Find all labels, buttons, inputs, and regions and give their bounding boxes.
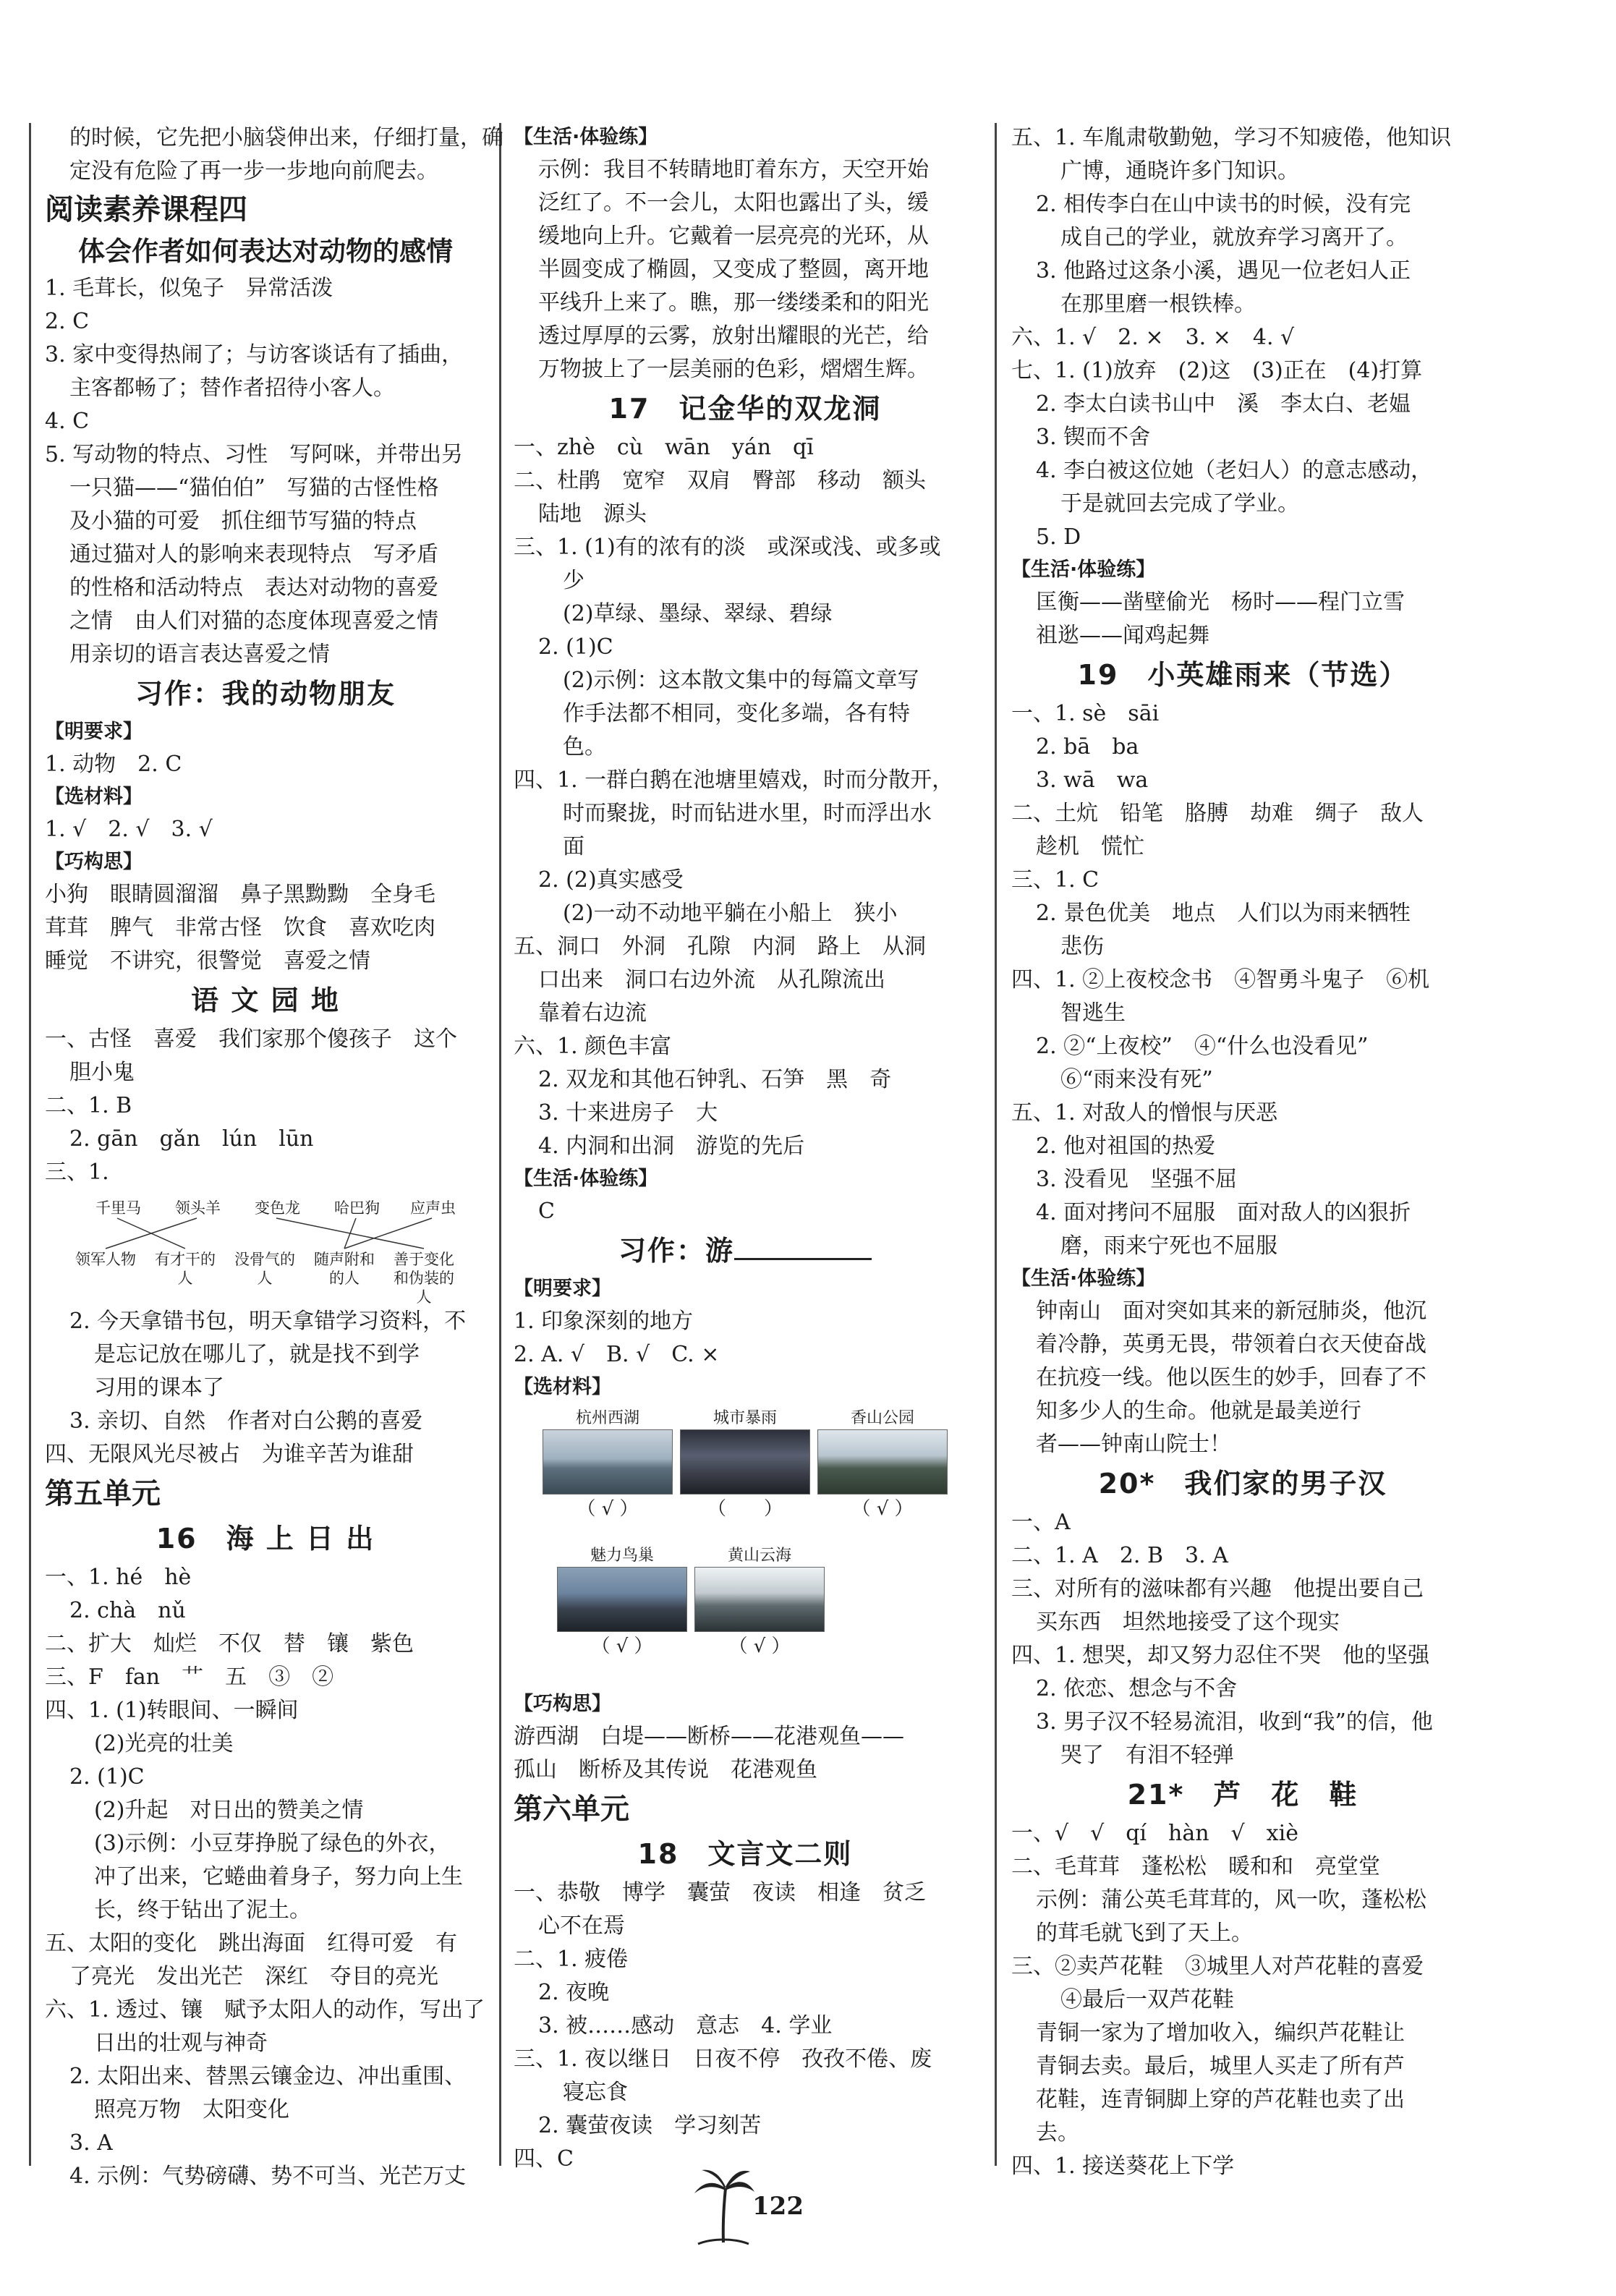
answer-line: 1. 印象深刻的地方: [514, 1309, 694, 1334]
answer-line: 通过猫对人的影响来表现特点 写矛盾: [69, 542, 438, 567]
answer-line: 2. (2)真实感受: [538, 867, 684, 893]
bracket-tag: 【选材料】: [514, 1376, 611, 1398]
answer-line: 3. 被……感动 意志 4. 学业: [538, 2013, 833, 2038]
answer-line: ④最后一双芦花鞋: [1060, 1987, 1234, 2012]
answer-line: 长，终于钻出了泥土。: [94, 1897, 311, 1923]
match-meaning: 领军人物: [75, 1251, 136, 1268]
answer-line: 睡觉 不讲究，很警觉 喜爱之情: [45, 948, 370, 974]
answer-line: 用亲切的语言表达喜爱之情: [69, 642, 330, 667]
answer-line: 平线升上来了。瞧，那一缕缕柔和的阳光: [538, 290, 929, 315]
answer-line: 的性格和活动特点 表达对动物的喜爱: [69, 575, 438, 600]
photo-caption: 城市暴雨: [713, 1409, 777, 1427]
answer-line: 1. √ 2. √ 3. √: [45, 817, 213, 842]
answer-line: 一、1. hé hè: [45, 1565, 192, 1590]
answer-line: 5. 写动物的特点、习性 写阿咪，并带出另: [45, 442, 464, 467]
answer-line: 二、1. B: [45, 1093, 132, 1118]
answer-line: 少: [563, 568, 584, 593]
answer-line: 2. 李太白读书山中 溪 李太白、老媪: [1036, 391, 1411, 417]
answer-line: 三、1. 夜以继日 日夜不停 孜孜不倦、废: [514, 2046, 932, 2072]
answer-line: 二、土炕 铅笔 胳膊 劫难 绸子 敌人: [1011, 801, 1424, 826]
answer-line: 智逃生: [1060, 1000, 1126, 1026]
answer-line: 磨，雨来宁死也不屈服: [1060, 1233, 1277, 1259]
bracket-tag: 【生活·体验练】: [514, 1168, 658, 1190]
answer-line: 的时候，它先把小脑袋伸出来，仔细打量，确: [69, 125, 503, 150]
answer-line: 六、1. √ 2. × 3. × 4. √: [1011, 325, 1295, 350]
answer-line: 七、1. (1)放弃 (2)这 (3)正在 (4)打算: [1011, 358, 1423, 383]
answer-line: 冲了出来，它蜷曲着身子，努力向上生: [94, 1864, 463, 1889]
answer-line: 四、1. (1)转眼间、一瞬间: [45, 1698, 299, 1723]
answer-line: 泛红了。不一会儿，太阳也露出了头，缓: [538, 190, 929, 216]
answer-line: 匡衡——凿壁偷光 杨时——程门立雪: [1036, 590, 1405, 615]
answer-line: 2. 太阳出来、替黑云镶金边、冲出重围、: [69, 2064, 467, 2089]
photo-option: [817, 1408, 948, 1523]
answer-line: 习用的课本了: [94, 1375, 224, 1400]
answer-line: 3. A: [69, 2130, 113, 2156]
lesson-title: 19 小英雄雨来（节选）: [1077, 659, 1408, 691]
lesson-title-text: 习作：游: [618, 1235, 734, 1267]
unit-heading: 第五单元: [45, 1477, 161, 1510]
answer-line: 3. 锲而不舍: [1036, 425, 1151, 450]
answer-line: 2. gān gǎn lún lūn: [69, 1126, 314, 1152]
column-rule: [995, 123, 997, 2166]
match-meaning: 没骨气的人: [234, 1251, 295, 1287]
answer-line: 茸茸 脾气 非常古怪 饮食 喜欢吃肉: [45, 915, 435, 940]
answer-line: 四、C: [514, 2146, 574, 2172]
answer-line: 三、②卖芦花鞋 ③城里人对芦花鞋的喜爱: [1011, 1954, 1424, 1979]
match-term: 应声虫: [410, 1199, 456, 1217]
bracket-tag: 【巧构思】: [514, 1693, 611, 1715]
answer-line: 二、扩大 灿烂 不仅 替 镶 紫色: [45, 1631, 414, 1657]
answer-line: 趁机 慌忙: [1036, 834, 1144, 859]
answer-line: 三、F fan 艹 五 ③ ②: [45, 1664, 334, 1690]
answer-line: 成自己的学业，就放弃学习离开了。: [1060, 225, 1408, 250]
lesson-title: 语 文 园 地: [191, 985, 340, 1016]
answer-line: 2. (1)C: [538, 634, 613, 660]
answer-line: 三、1. C: [1011, 867, 1100, 893]
lesson-title: 18 文言文二则: [637, 1838, 853, 1870]
match-meaning: 善于变化和伪装的人: [394, 1251, 454, 1306]
match-meaning: 随声附和的人: [314, 1251, 375, 1287]
answer-line: 游西湖 白堤——断桥——花港观鱼——: [514, 1724, 904, 1749]
lesson-title: 20* 我们家的男子汉: [1098, 1468, 1387, 1500]
bracket-tag: 【选材料】: [45, 786, 143, 808]
scenery-photo: [543, 1429, 673, 1494]
answer-line: C: [538, 1199, 555, 1224]
answer-line: 1. 动物 2. C: [45, 752, 182, 777]
answer-line: 主客都畅了；替作者招待小客人。: [69, 375, 395, 401]
bracket-tag: 【生活·体验练】: [1011, 1267, 1156, 1290]
answer-line: 四、1. 一群白鹅在池塘里嬉戏，时而分散开，: [514, 768, 954, 793]
answer-column-2: [514, 116, 977, 2195]
answer-line: 五、太阳的变化 跳出海面 红得可爱 有: [45, 1931, 457, 1956]
column-rule: [29, 123, 31, 2166]
answer-line: 四、1. 接送葵花上下学: [1011, 2153, 1235, 2179]
answer-line: 2. C: [45, 309, 90, 334]
page-number: 122: [752, 2192, 804, 2221]
answer-line: 3. 男子汉不轻易流泪，收到“我”的信，他: [1036, 1709, 1433, 1735]
answer-line: 六、1. 颜色丰富: [514, 1034, 672, 1059]
answer-line: 悲伤: [1060, 934, 1104, 959]
answer-line: 及小猫的可爱 抓住细节写猫的特点: [69, 509, 417, 534]
answer-line: 广博，通晓许多门知识。: [1060, 158, 1299, 184]
scenery-photo: [557, 1567, 687, 1632]
answer-line: 是忘记放在哪儿了，就是找不到学: [94, 1342, 420, 1367]
answer-line: 六、1. 透过、镶 赋予太阳人的动作，写出了: [45, 1997, 485, 2023]
answer-line: (2)光亮的壮美: [94, 1731, 234, 1756]
scenery-photo: [817, 1429, 948, 1494]
answer-line: 色。: [563, 734, 606, 760]
answer-line: 4. 示例：气势磅礴、势不可当、光芒万丈: [69, 2164, 467, 2189]
answer-line: 2. chà nǔ: [69, 1598, 186, 1623]
match-term: 领头羊: [175, 1199, 221, 1217]
answer-line: 2. 双龙和其他石钟乳、石笋 黑 奇: [538, 1067, 892, 1092]
photo-check-mark: （ √ ）: [728, 1636, 791, 1657]
answer-line: 三、1. (1)有的浓有的淡 或深或浅、或多或: [514, 535, 941, 560]
answer-line: 2. 相传李白在山中读书的时候，没有完: [1036, 192, 1411, 217]
answer-line: (2)示例：这本散文集中的每篇文章写: [563, 668, 919, 693]
answer-line: 万物披上了一层美丽的色彩，熠熠生辉。: [538, 357, 929, 382]
answer-line: 寝忘食: [563, 2080, 628, 2105]
answer-column-1: [45, 116, 503, 2195]
answer-line: 三、对所有的滋味都有兴趣 他提出要自己: [1011, 1576, 1424, 1602]
answer-line: 之情 由人们对猫的态度体现喜爱之情: [69, 608, 438, 634]
answer-line: 4. C: [45, 409, 90, 434]
answer-line: 3. 十来进房子 大: [538, 1100, 718, 1126]
answer-line: 一、√ √ qí hàn √ xiè: [1011, 1821, 1298, 1846]
answer-line: 日出的壮观与神奇: [94, 2031, 268, 2056]
answer-line: 知多少人的生命。他就是最美逆行: [1036, 1398, 1361, 1424]
answer-line: 4. 内洞和出洞 游览的先后: [538, 1134, 805, 1159]
answer-line: 4. 面对拷问不屈服 面对敌人的凶狠折: [1036, 1200, 1411, 1225]
answer-line: 在那里磨一根铁棒。: [1060, 292, 1256, 317]
matching-exercise: [74, 1194, 464, 1306]
photo-check-mark: （ √ ）: [577, 1498, 639, 1520]
answer-line: 3. 没看见 坚强不屈: [1036, 1167, 1238, 1192]
answer-line: 3. 他路过这条小溪，遇见一位老妇人正: [1036, 258, 1411, 284]
lesson-title: [514, 1228, 977, 1273]
answer-line: 着冷静，英勇无畏，带领着白衣天使奋战: [1036, 1332, 1426, 1357]
answer-line: 二、毛茸茸 蓬松松 暖和和 亮堂堂: [1011, 1854, 1380, 1879]
answer-line: 买东西 坦然地接受了这个现实: [1036, 1610, 1340, 1635]
answer-line: 2. 今天拿错书包，明天拿错学习资料，不: [69, 1309, 467, 1334]
answer-line: 在抗疫一线。他以医生的妙手，回春了不: [1036, 1365, 1426, 1390]
photo-check-mark: （ √ ）: [851, 1498, 914, 1520]
bracket-tag: 【生活·体验练】: [1011, 558, 1156, 581]
photo-caption: 杭州西湖: [575, 1409, 639, 1427]
answer-line: 3. 亲切、自然 作者对白公鹅的喜爱: [69, 1408, 423, 1434]
answer-line: 哭了 有泪不轻弹: [1060, 1743, 1234, 1768]
match-meaning: 有才干的人: [155, 1251, 216, 1287]
answer-line: 五、1. 车胤肃敬勤勉，学习不知疲倦，他知识: [1011, 125, 1452, 150]
answer-line: 四、1. ②上夜校念书 ④智勇斗鬼子 ⑥机: [1011, 967, 1430, 992]
match-term: 千里马: [95, 1199, 141, 1217]
bracket-tag: 【巧构思】: [45, 851, 143, 873]
scenery-photo: [694, 1567, 825, 1632]
photo-option: [680, 1408, 810, 1523]
answer-line: 2. A. √ B. √ C. ×: [514, 1342, 720, 1367]
answer-line: 四、无限风光尽被占 为谁辛苦为谁甜: [45, 1442, 414, 1467]
section-subheading: 体会作者如何表达对动物的感情: [78, 236, 453, 267]
bracket-tag: 【生活·体验练】: [514, 126, 658, 148]
answer-line: 一、恭敬 博学 囊萤 夜读 相逢 贫乏: [514, 1880, 926, 1905]
answer-line: 4. 李白被这位她（老妇人）的意志感动，: [1036, 458, 1433, 483]
answer-line: 半圆变成了椭圆，又变成了整圆，离开地: [538, 257, 929, 282]
answer-line: 靠着右边流: [538, 1000, 647, 1026]
answer-line: 心不在焉: [538, 1913, 625, 1939]
unit-heading: 第六单元: [514, 1793, 629, 1826]
answer-line: (3)示例：小豆芽挣脱了绿色的外衣，: [94, 1831, 451, 1856]
answer-line: 四、1. 想哭，却又努力忍住不哭 他的坚强: [1011, 1643, 1430, 1668]
photo-check-mark: （ ）: [707, 1498, 783, 1520]
column-rule: [499, 123, 501, 2166]
answer-line: 花鞋，连青铜脚上穿的芦花鞋也卖了出: [1036, 2087, 1405, 2112]
answer-line: (2)一动不动地平躺在小船上 狭小: [563, 901, 898, 926]
answer-line: 一、zhè cù wān yán qī: [514, 435, 814, 460]
photo-option: [557, 1545, 687, 1661]
answer-line: 一只猫——“猫伯伯” 写猫的古怪性格: [69, 475, 439, 501]
answer-line: 3. 家中变得热闹了；与访客谈话有了插曲，: [45, 342, 464, 367]
answer-line: 一、古怪 喜爱 我们家那个傻孩子 这个: [45, 1026, 457, 1052]
answer-line: 去。: [1036, 2120, 1079, 2146]
answer-line: 2. 他对祖国的热爱: [1036, 1134, 1216, 1159]
answer-line: 于是就回去完成了学业。: [1060, 491, 1299, 516]
photo-caption: 香山公园: [850, 1409, 914, 1427]
answer-line: 透过厚厚的云雾，放射出耀眼的光芒，给: [538, 323, 929, 349]
answer-line: 2. (1)C: [69, 1764, 145, 1790]
photo-caption: 黄山云海: [727, 1547, 791, 1565]
answer-column-3: [1011, 116, 1474, 2195]
answer-line: 2. bā ba: [1036, 734, 1139, 760]
photo-caption: 魅力鸟巢: [590, 1547, 654, 1565]
answer-line: 祖逖——闻鸡起舞: [1036, 623, 1209, 648]
answer-line: 二、杜鹃 宽窄 双肩 臀部 移动 额头: [514, 468, 926, 493]
answer-line: 胆小鬼: [69, 1060, 135, 1085]
match-term: 变色龙: [255, 1199, 300, 1217]
answer-line: 缓地向上升。它戴着一层亮亮的光环，从: [538, 224, 929, 249]
answer-line: 示例：我目不转睛地盯着东方，天空开始: [538, 157, 929, 182]
answer-line: 1. 毛茸长，似兔子 异常活泼: [45, 276, 333, 301]
answer-line: 2. 囊萤夜读 学习刻苦: [538, 2113, 762, 2138]
answer-line: 三、1.: [45, 1160, 109, 1185]
answer-line: (2)升起 对日出的赞美之情: [94, 1798, 364, 1823]
answer-line: 了亮光 发出光芒 深红 夺目的亮光: [69, 1964, 438, 1989]
answer-line: 3. wā wa: [1036, 768, 1149, 793]
answer-line: 的茸毛就飞到了天上。: [1036, 1921, 1253, 1946]
answer-line: 口出来 洞口右边外流 从孔隙流出: [538, 967, 885, 992]
answer-line: ⑥“雨来没有死”: [1060, 1067, 1213, 1092]
answer-line: 5. D: [1036, 524, 1081, 550]
answer-line: 青铜一家为了增加收入，编织芦花鞋让: [1036, 2020, 1405, 2046]
palm-tree-icon: [691, 2163, 756, 2250]
photo-option: [543, 1408, 673, 1523]
fill-blank: [734, 1234, 872, 1260]
answer-line: 陆地 源头: [538, 501, 647, 527]
match-line: [344, 1218, 432, 1249]
answer-line: 时而聚拢，时而钻进水里，时而浮出水: [563, 801, 932, 826]
lesson-title: 17 记金华的双龙洞: [608, 393, 882, 425]
answer-line: 五、1. 对敌人的憎恨与厌恶: [1011, 1100, 1278, 1126]
answer-line: 一、A: [1011, 1510, 1071, 1535]
answer-line: 孤山 断桥及其传说 花港观鱼: [514, 1757, 817, 1782]
answer-line: 五、洞口 外洞 孔隙 内洞 路上 从洞: [514, 934, 926, 959]
lesson-title: 21* 芦 花 鞋: [1127, 1779, 1358, 1811]
answer-line: 定没有危险了再一步一步地向前爬去。: [69, 158, 438, 184]
answer-line: 者——钟南山院士！: [1036, 1432, 1231, 1457]
answer-line: (2)草绿、墨绿、翠绿、碧绿: [563, 601, 833, 626]
answer-line: 青铜去卖。最后，城里人买走了所有芦: [1036, 2054, 1405, 2079]
answer-line: 小狗 眼睛圆溜溜 鼻子黑黝黝 全身毛: [45, 882, 435, 907]
answer-line: 二、1. 疲倦: [514, 1947, 629, 1972]
answer-line: 二、1. A 2. B 3. A: [1011, 1543, 1228, 1568]
answer-line: 钟南山 面对突如其来的新冠肺炎，他沉: [1036, 1298, 1426, 1324]
match-line: [106, 1218, 197, 1249]
lesson-title: 习作：我的动物朋友: [135, 678, 396, 710]
bracket-tag: 【明要求】: [514, 1277, 611, 1300]
answer-line: 作手法都不相同，变化多端，各有特: [563, 701, 910, 726]
answer-line: 一、1. sè sāi: [1011, 701, 1160, 726]
bracket-tag: 【明要求】: [45, 720, 143, 743]
match-term: 哈巴狗: [334, 1199, 380, 1217]
photo-options: [528, 1408, 962, 1683]
match-line: [344, 1218, 356, 1249]
answer-line: 示例：蒲公英毛茸茸的，风一吹，蓬松松: [1036, 1887, 1426, 1913]
answer-line: 面: [563, 834, 584, 859]
photo-check-mark: （ √ ）: [591, 1636, 653, 1657]
answer-line: 2. 景色优美 地点 人们以为雨来牺牲: [1036, 901, 1411, 926]
answer-line: 照亮万物 太阳变化: [94, 2097, 289, 2122]
lesson-title: 16 海 上 日 出: [156, 1523, 375, 1555]
scenery-photo: [680, 1429, 810, 1494]
answer-line: 2. 依恋、想念与不舍: [1036, 1676, 1238, 1701]
photo-option: [694, 1545, 825, 1661]
answer-line: 2. ②“上夜校” ④“什么也没看见”: [1036, 1034, 1369, 1059]
section-heading: 阅读素养课程四: [45, 193, 247, 226]
answer-line: 2. 夜晚: [538, 1980, 610, 2005]
